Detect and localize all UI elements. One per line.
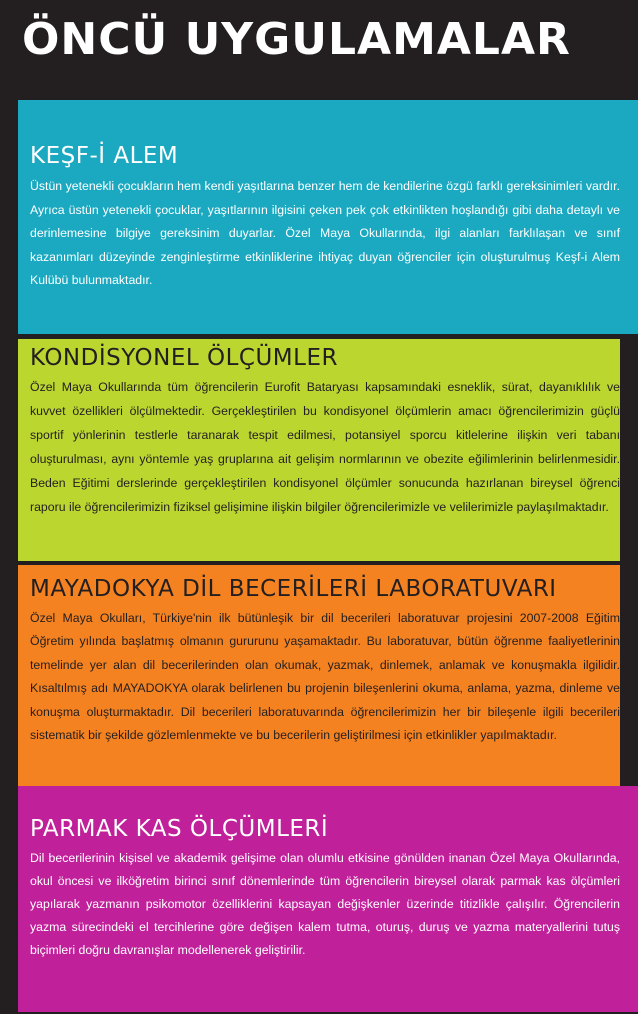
page-edge-strip xyxy=(620,339,638,561)
section-kesf-i-alem xyxy=(18,100,638,334)
page-title: ÖNCÜ UYGULAMALAR xyxy=(22,14,571,65)
section-title: KEŞF-İ ALEM xyxy=(30,143,179,169)
section-title: MAYADOKYA DİL BECERİLERİ LABORATUVARI xyxy=(30,576,557,602)
section-title: PARMAK KAS ÖLÇÜMLERİ xyxy=(30,816,329,842)
section-text: Üstün yetenekli çocukların hem kendi yaşıtlarına benzer hem de kendilerine özgü farklı gereksinimleri vardır. Ayrıca üstün yetenekli çocuklar, yaşıtlarının ilgisini çeken pek çok etkinlikten hoşlandığı gibi daha detaylı ve derinlemesine bilgiye gereksinim duyarlar. Özel Maya Okullarında, ilgi alanları farklılaşan ve sınıf kazanımları düzeyinde zenginleştirme etkinliklerine ihtiyaç duyan öğrenciler için oluşturulmuş Keşf-i Alem Kulübü bulunmaktadır. xyxy=(30,179,620,287)
section-title: KONDİSYONEL ÖLÇÜMLER xyxy=(30,345,338,371)
section-mayadokya xyxy=(18,565,638,787)
page-edge-strip xyxy=(620,565,638,787)
section-kondisyonel-olcumler xyxy=(18,339,638,561)
section-text: Özel Maya Okulları, Türkiye'nin ilk bütünleşik bir dil becerileri laboratuvar projesini 2007-2008 Eğitim Öğretim yılında başlatmış olmanın gururunu yaşamaktadır. Bu laboratuvar, bütün öğrenme faaliyetlerinin temelinde yer alan dil becerilerinden olan okumak, yazmak, dinlemek, anlamak ve konuşmakla ilgilidir. Kısaltılmış adı MAYADOKYA olarak belirlenen bu projenin bileşenlerini okuma, anlama, yazma, dinleme ve konuşma oluşturmaktadır. Dil becerileri laboratuvarında öğrencilerimizin her bir bileşenle ilgili becerileri sistematik bir şekilde gözlemlenmekte ve bu becerilerin geliştirilmesi için etkinlikler yapılmaktadır. xyxy=(30,611,620,743)
section-text: Dil becerilerinin kişisel ve akademik gelişime olan olumlu etkisine gönülden inanan Özel Maya Okullarında, okul öncesi ve ilköğretim birinci sınıf dönemlerinde tüm öğrencilerin bireysel olarak parmak kas ölçümleri yapılarak yazmanın psikomotor özelliklerini kapsayan değişkenler üzerinde titizlikle çalışılır. Öğrencilerin yazma sürecindeki el tercihlerine göre değişen kalem tutma, oturuş, duruş ve yazma materyallerini tutuş biçimleri doğru davranışlar modellenerek geliştirilir. xyxy=(30,851,620,957)
section-parmak-kas-olcumleri xyxy=(18,786,638,1012)
section-text: Özel Maya Okullarında tüm öğrencilerin Eurofit Bataryası kapsamındaki esneklik, sürat, dayanıklılık ve kuvvet özellikleri ölçülmektedir. Gerçekleştirilen bu kondisyonel ölçümlerin amacı öğrencilerimizin güçlü sportif yönlerinin testlerle taranarak tespit edilmesi, potansiyel sporcu kitlelerine ilişkin veri tabanı oluşturulması, aynı yöntemle yaş gruplarına ait gelişim normlarının ve obezite eğilimlerinin belirlenmesidir. Beden Eğitimi derslerinde gerçekleştirilen kondisyonel ölçümler sonucunda hazırlanan bireysel öğrenci raporu ile öğrencilerimizin fiziksel gelişimine ilişkin bilgiler öğrencilerimizle ve velilerimizle paylaşılmaktadır. xyxy=(30,380,620,514)
